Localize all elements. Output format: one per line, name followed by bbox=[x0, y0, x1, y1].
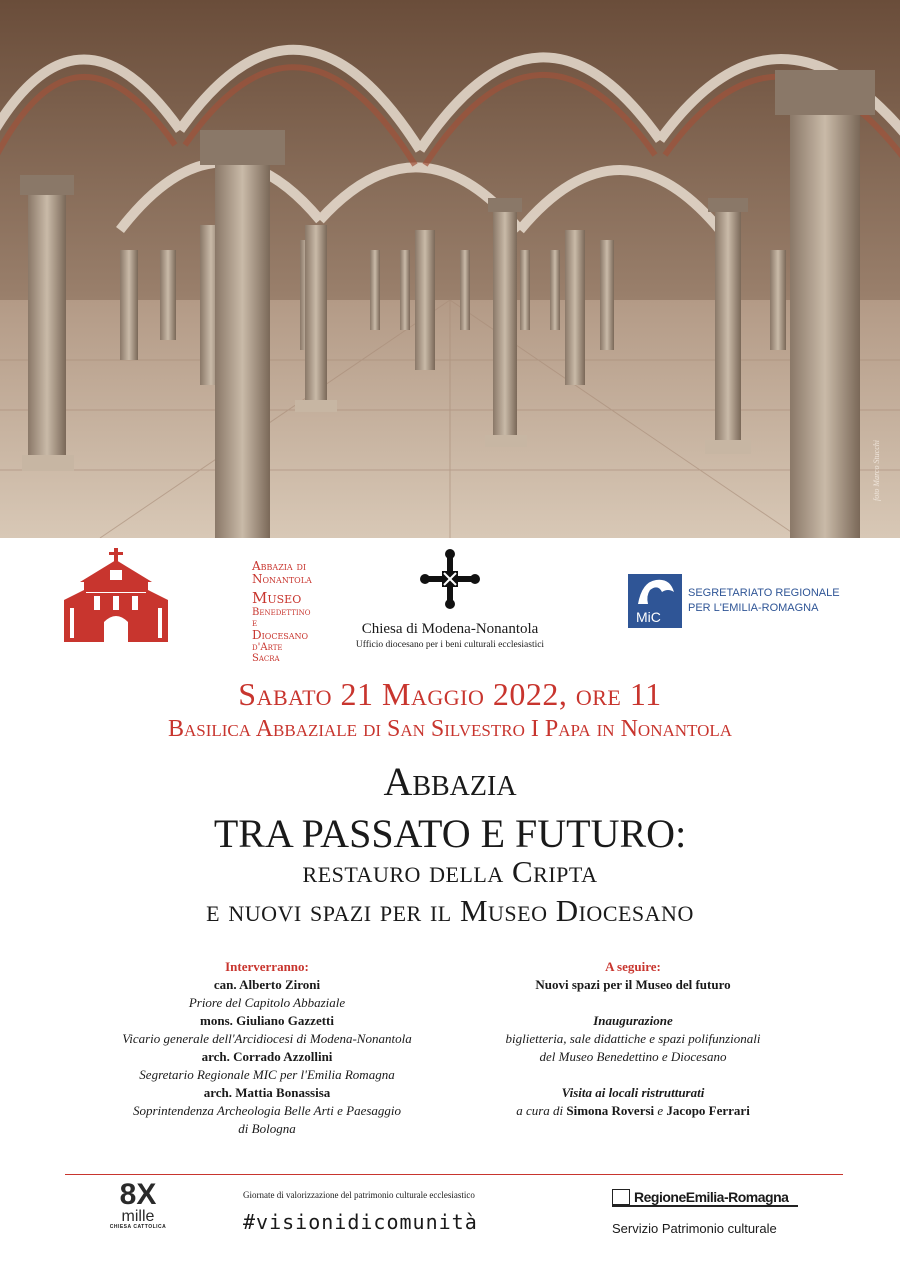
title-line2: TRA PASSATO E FUTURO: bbox=[213, 811, 687, 856]
speaker-role: Vicario generale dell'Arcidiocesi di Modena-Nonantola bbox=[122, 1031, 412, 1046]
mic-logo bbox=[628, 574, 868, 634]
visita-heading: Visita ai locali ristrutturati bbox=[561, 1085, 705, 1100]
program-heading: A seguire: bbox=[605, 959, 661, 974]
visita-curators: a cura di Simona Roversi e Jacopo Ferrari bbox=[516, 1103, 750, 1118]
mic-mark: MiC bbox=[636, 609, 661, 625]
speaker-name: can. Alberto Zironi bbox=[213, 977, 321, 992]
inaugurazione-line2: del Museo Benedettino e Diocesano bbox=[539, 1049, 727, 1064]
title-line4: e nuovi spazi per il Museo Diocesano bbox=[206, 893, 694, 928]
crypt-illustration bbox=[0, 0, 900, 538]
title-line1: Abbazia bbox=[383, 759, 517, 804]
otto-per-mille-logo bbox=[108, 1180, 168, 1240]
mic-line1: SEGRETARIATO REGIONALE bbox=[688, 587, 840, 599]
title-line3: restauro della Cripta bbox=[302, 854, 598, 889]
speaker-name: arch. Corrado Azzollini bbox=[201, 1049, 333, 1064]
footer-divider bbox=[65, 1174, 843, 1175]
arte-sacra-line: d'Arte Sacra bbox=[252, 642, 283, 665]
program-column bbox=[490, 958, 776, 1120]
mic-label bbox=[688, 586, 840, 617]
speakers-column bbox=[100, 958, 434, 1138]
speaker-role: Segretario Regionale MIC per l'Emilia Romagna bbox=[139, 1067, 395, 1082]
abbazia-logo bbox=[64, 548, 312, 665]
logos-row bbox=[0, 548, 900, 665]
speaker-role: Priore del Capitolo Abbaziale bbox=[188, 995, 346, 1010]
eight-mark: 8X bbox=[119, 1178, 157, 1211]
inaugurazione-line1: biglietteria, sale didattiche e spazi polifunzionali bbox=[505, 1031, 761, 1046]
servizio-patrimonio: Servizio Patrimonio culturale bbox=[612, 1221, 777, 1236]
regione-name: RegioneEmilia-Romagna bbox=[634, 1189, 789, 1205]
mille-text: mille bbox=[121, 1208, 155, 1225]
crypt-photo bbox=[0, 0, 900, 538]
chiesa-name: Chiesa di Modena-Nonantola bbox=[361, 621, 539, 637]
speaker-name: mons. Giuliano Gazzetti bbox=[200, 1013, 334, 1028]
program-item: Nuovi spazi per il Museo del futuro bbox=[535, 977, 731, 992]
event-place: Basilica Abbaziale di San Silvestro I Papa in Nonantola bbox=[167, 716, 733, 742]
abbey-facade-icon bbox=[64, 548, 174, 646]
speaker-role-cont: di Bologna bbox=[238, 1121, 296, 1136]
chiesa-sub: Ufficio diocesano per i beni culturali ecclesiastici bbox=[355, 640, 545, 650]
photo-credit: foto Marco Stucchi bbox=[872, 440, 881, 502]
chiesa-logo bbox=[330, 548, 570, 650]
abbazia-line2: Nonantola bbox=[252, 572, 312, 587]
event-date: Sabato 21 Maggio 2022, ore 11 bbox=[238, 676, 662, 712]
mic-box bbox=[628, 574, 682, 628]
speakers-heading: Interverranno: bbox=[225, 959, 309, 974]
giornate-text: Giornate di valorizzazione del patrimonio culturale ecclesiastico bbox=[243, 1190, 475, 1200]
museo-line: Museo bbox=[252, 589, 302, 608]
mic-figure-icon bbox=[628, 574, 682, 608]
benedettino-line: Benedettino e bbox=[252, 606, 311, 629]
mic-line2: PER L'EMILIA-ROMAGNA bbox=[688, 602, 819, 615]
regione-flag-icon bbox=[612, 1189, 630, 1205]
regione-underline bbox=[612, 1205, 798, 1207]
inaugurazione-heading: Inaugurazione bbox=[593, 1013, 673, 1028]
abbazia-text bbox=[252, 560, 312, 664]
speaker-role: Soprintendenza Archeologia Belle Arti e Paesaggio bbox=[132, 1103, 402, 1118]
diocesano-line: Diocesano bbox=[252, 627, 309, 642]
cross-emblem-icon bbox=[419, 548, 481, 610]
chiesa-cattolica-text: CHIESA CATTOLICA bbox=[109, 1224, 167, 1230]
hashtag: #visionidicomunità bbox=[243, 1210, 478, 1234]
abbazia-line1: Abbazia di bbox=[252, 559, 307, 573]
speaker-name: arch. Mattia Bonassisa bbox=[203, 1085, 331, 1100]
